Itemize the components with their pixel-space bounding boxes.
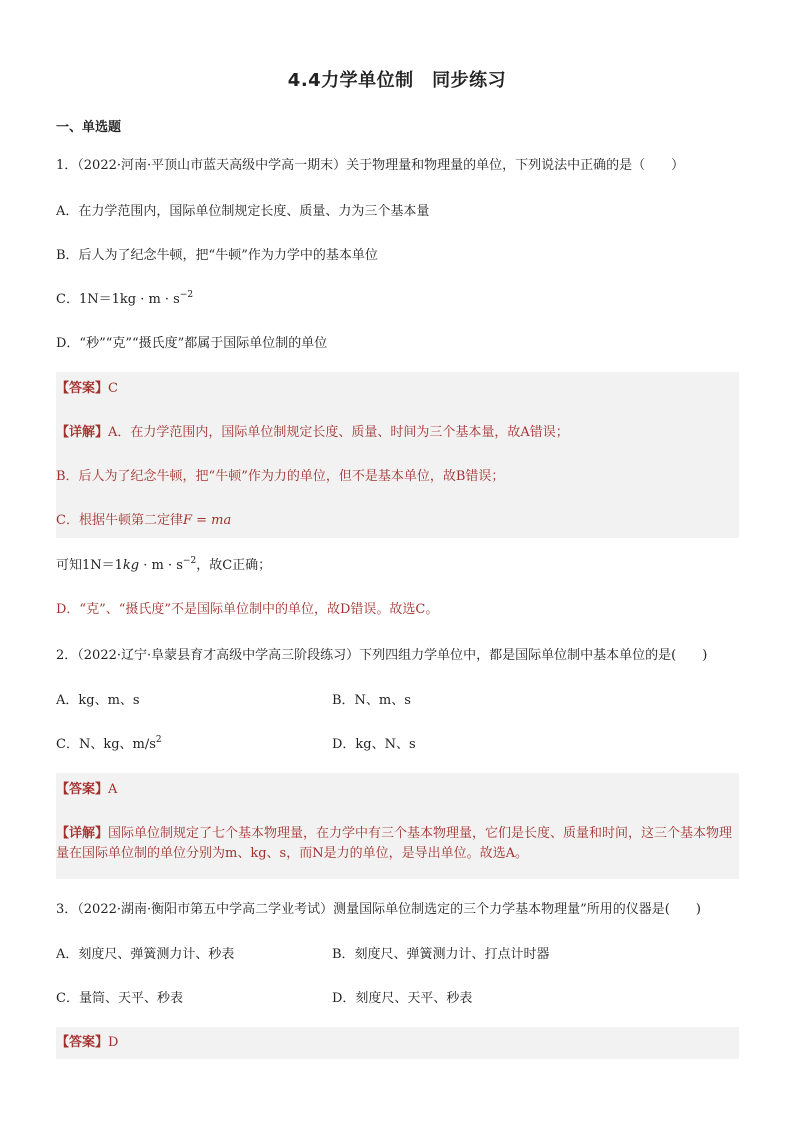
question-2-stem: 2．（2022·辽宁·阜蒙县育才高级中学高三阶段练习）下列四组力学单位中，都是国际单位制中基本单位的是( )	[56, 648, 708, 663]
question-2-option-c: C．N、kg、$m/s^2$	[56, 735, 162, 752]
question-1-option-a: A．在力学范围内，国际单位制规定长度、质量、力为三个基本量	[56, 204, 430, 219]
question-1-detail-c: C．根据牛顿第二定律F = ma	[56, 513, 232, 528]
question-2-option-b: B．N、m、s	[332, 693, 411, 708]
question-1-detail-a: 【详解】A．在力学范围内，国际单位制规定长度、质量、时间为三个基本量，故A错误；	[56, 425, 569, 440]
question-1-detail-d: D．“克”、“摄氏度”不是国际单位制中的单位，故D错误。故选C。	[56, 602, 439, 617]
question-1-detail-b: B．后人为了纪念牛顿，把“牛顿”作为力的单位，但不是基本单位，故B错误；	[56, 469, 505, 484]
question-3-answer: 【答案】D	[56, 1035, 119, 1050]
question-2-answer: 【答案】A	[56, 782, 118, 797]
question-1-option-d: D．“秒”“克”“摄氏度”都属于国际单位制的单位	[56, 336, 328, 351]
question-3-option-b: B．刻度尺、弹簧测力计、打点计时器	[332, 947, 550, 962]
question-3-option-d: D．刻度尺、天平、秒表	[332, 991, 473, 1006]
question-1-detail-c2: 可知$1N=1kg \cdot m \cdot s^{-2}$，故C正确；	[56, 556, 272, 573]
question-3-option-c: C．量筒、天平、秒表	[56, 991, 183, 1006]
section-heading: 一、单选题	[56, 120, 122, 135]
question-1-answer: 【答案】C	[56, 381, 118, 396]
question-1-option-c: C．$1N=1kg \cdot m \cdot s^{-2}$	[56, 290, 194, 307]
question-3-option-a: A．刻度尺、弹簧测力计、秒表	[56, 947, 235, 962]
answer-block-3	[56, 1027, 739, 1059]
question-2-option-d: D．kg、N、s	[332, 737, 416, 752]
question-3-stem: 3．（2022·湖南·衡阳市第五中学高二学业考试）测量国际单位制选定的三个力学基本物理量”所用的仪器是( )	[56, 902, 701, 917]
question-1-option-b: B．后人为了纪念牛顿，把“牛顿”作为力学中的基本单位	[56, 248, 378, 263]
question-2-option-a: A．kg、m、s	[56, 693, 140, 708]
question-1-stem: 1．（2022·河南·平顶山市蓝天高级中学高一期末）关于物理量和物理量的单位，下列说法中正确的是（ ）	[56, 158, 685, 173]
page-title: 4.4力学单位制 同步练习	[287, 70, 507, 91]
question-2-detail: 【详解】国际单位制规定了七个基本物理量，在力学中有三个基本物理量，它们是长度、质量和时间，这三个基本物理量在国际单位制的单位分别为m、kg、s，而N是力的单位，是导出单位。故选A。	[56, 826, 733, 861]
